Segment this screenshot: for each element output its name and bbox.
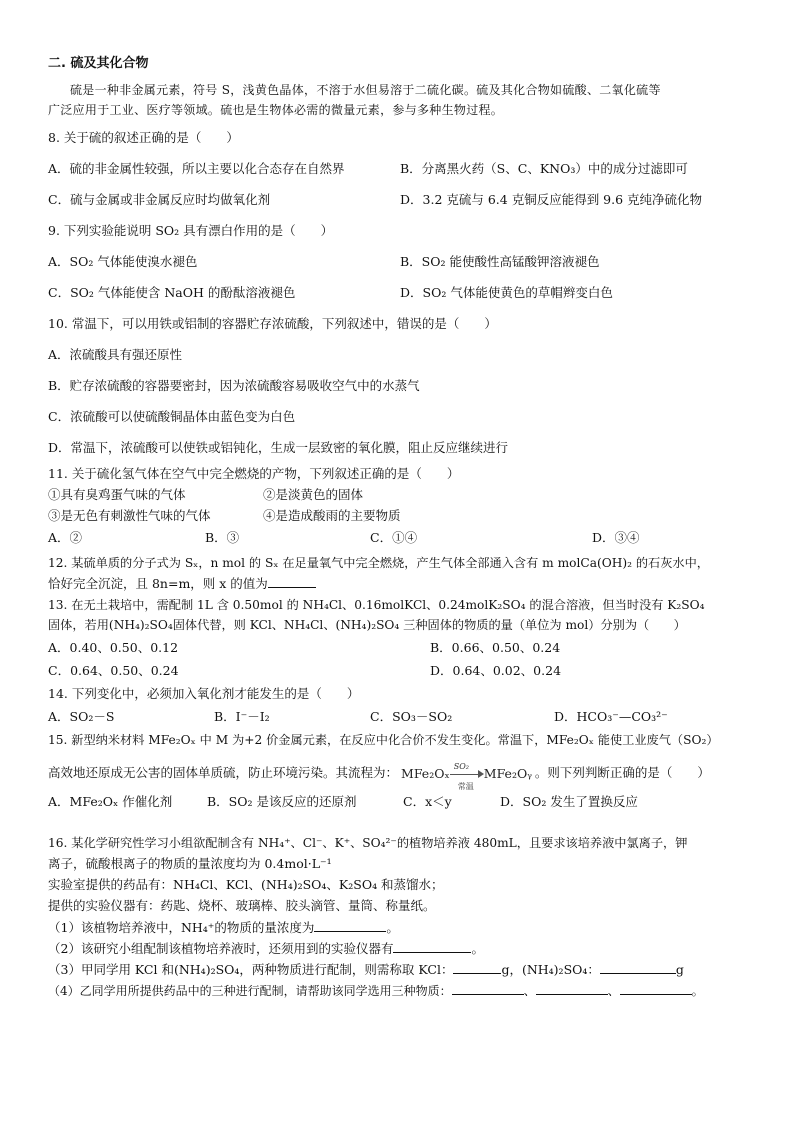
intro-line-2: 广泛应用于工业、医疗等领域。硫也是生物体必需的微量元素，参与多种生物过程。 — [48, 103, 504, 117]
flow-arrow-icon — [450, 762, 484, 791]
q9-option-b: B．SO₂ 能使酸性高锰酸钾溶液褪色 — [400, 254, 600, 269]
q13-option-b: B．0.66、0.50、0.24 — [430, 640, 561, 655]
q9-option-d: D．SO₂ 气体能使黄色的草帽辫变白色 — [400, 285, 613, 300]
q11-statement-3: ③是无色有刺激性气味的气体 — [48, 508, 211, 523]
q15-process-flow — [401, 762, 532, 791]
q16-part-3-text-b: g，(NH₄)₂SO₄： — [501, 962, 600, 977]
q15-option-b: B．SO₂ 是该反应的还原剂 — [207, 794, 357, 809]
q16-part-1 — [48, 919, 399, 936]
q9-option-a: A．SO₂ 气体能使溴水褪色 — [48, 254, 198, 269]
q8-option-b: B．分离黑火药（S、C、KNO₃）中的成分过滤即可 — [400, 161, 688, 176]
q11-option-a: A．② — [48, 530, 83, 545]
q16-part-3 — [48, 961, 684, 978]
q16-part-4-end: 。 — [691, 984, 704, 998]
q16-part-1-blank[interactable] — [314, 919, 386, 932]
q10-option-c: C．浓硫酸可以使硫酸铜晶体由蓝色变为白色 — [48, 409, 296, 424]
q12-line-1: 12. 某硫单质的分子式为 Sₓ，n mol 的 Sₓ 在足量氧气中完全燃烧，产生气体全部通入含有 m molCa(OH)₂ 的石灰水中， — [48, 556, 709, 570]
q13-option-d: D．0.64、0.02、0.24 — [430, 663, 562, 678]
q9-option-c: C．SO₂ 气体能使含 NaOH 的酚酞溶液褪色 — [48, 285, 296, 300]
q16-part-3-text-a: （3）甲同学用 KCl 和(NH₄)₂SO₄，两种物质进行配制，则需称取 KCl： — [48, 962, 454, 977]
q16-part-4-sep-2: 、 — [607, 984, 620, 998]
q10-option-a: A．浓硫酸具有强还原性 — [48, 347, 183, 362]
q8-stem: 8. 关于硫的叙述正确的是（ ） — [48, 130, 239, 145]
q16-line-1: 16. 某化学研究性学习小组欲配制含有 NH₄⁺、Cl⁻、K⁺、SO₄²⁻的植物培养液 480mL，且要求该培养液中氯离子，钾 — [48, 836, 688, 850]
q12-line-2 — [48, 575, 316, 592]
q14-option-c: C．SO₃－SO₂ — [370, 709, 453, 724]
flow-condition-above: SO₂ — [453, 762, 470, 771]
flow-condition-below: 常温 — [457, 782, 474, 791]
q16-part-4-sep-1: 、 — [523, 984, 536, 998]
q16-part-3-text-c: g — [675, 962, 684, 977]
q16-part-3-nh4so4-blank[interactable] — [600, 961, 676, 974]
q16-part-4 — [48, 982, 704, 999]
q16-line-3: 实验室提供的药品有：NH₄Cl、KCl、(NH₄)₂SO₄、K₂SO₄ 和蒸馏水； — [48, 877, 444, 892]
q16-line-4: 提供的实验仪器有：药匙、烧杯、玻璃棒、胶头滴管、量筒、称量纸。 — [48, 898, 436, 913]
q13-line-2: 固体，若用(NH₄)₂SO₄固体代替，则 KCl、NH₄Cl、(NH₄)₂SO₄ 三种固体的物质的量（单位为 mol）分别为（ ） — [48, 618, 686, 632]
q16-part-4-blank-2[interactable] — [536, 982, 608, 995]
q11-option-b: B．③ — [205, 530, 240, 545]
q16-part-2 — [48, 940, 484, 957]
q12-answer-blank[interactable] — [268, 575, 316, 588]
flow-product: MFe₂Oᵧ — [483, 765, 532, 781]
q13-line-1: 13. 在无土栽培中，需配制 1L 含 0.50mol 的 NH₄Cl、0.16molKCl、0.24molK₂SO₄ 的混合溶液，但当时没有 K₂SO₄ — [48, 598, 705, 612]
q11-option-d: D．③④ — [592, 530, 640, 545]
flow-reactant: MFe₂Oₓ — [401, 765, 450, 781]
q16-line-2: 离子，硫酸根离子的物质的量浓度均为 0.4mol·L⁻¹ — [48, 856, 332, 871]
q15-line-2 — [48, 762, 710, 791]
q16-part-1-end: 。 — [386, 920, 399, 935]
q13-option-a: A．0.40、0.50、0.12 — [48, 640, 179, 655]
q8-option-d: D．3.2 克硫与 6.4 克铜反应能得到 9.6 克纯净硫化物 — [400, 192, 703, 207]
q10-option-d: D．常温下，浓硫酸可以使铁或铝钝化，生成一层致密的氧化膜，阻止反应继续进行 — [48, 440, 509, 455]
q15-line-1: 15. 新型纳米材料 MFe₂Oₓ 中 M 为+2 价金属元素，在反应中化合价不发生变化。常温下，MFe₂Oₓ 能使工业废气（SO₂） — [48, 733, 719, 747]
q15-option-c: C．x＜y — [403, 794, 452, 809]
q14-option-d: D．HCO₃⁻—CO₃²⁻ — [554, 709, 668, 724]
q15-line-2-post: 。则下列判断正确的是（ ） — [534, 765, 710, 780]
q12-line-2-text: 恰好完全沉淀，且 8n=m，则 x 的值为 — [48, 576, 268, 591]
q10-stem: 10. 常温下，可以用铁或铝制的容器贮存浓硫酸，下列叙述中，错误的是（ ） — [48, 316, 497, 331]
q11-statement-1: ①具有臭鸡蛋气味的气体 — [48, 487, 186, 502]
q11-stem: 11. 关于硫化氢气体在空气中完全燃烧的产物，下列叙述正确的是（ ） — [48, 466, 460, 481]
q16-part-2-text: （2）该研究小组配制该植物培养液时，还须用到的实验仪器有 — [48, 941, 394, 956]
q15-line-2-pre: 高效地还原成无公害的固体单质硫，防止环境污染。其流程为： — [48, 765, 399, 780]
q16-part-4-blank-3[interactable] — [620, 982, 692, 995]
q13-option-c: C．0.64、0.50、0.24 — [48, 663, 179, 678]
q11-option-c: C．①④ — [370, 530, 418, 545]
q8-option-a: A．硫的非金属性较强，所以主要以化合态存在自然界 — [48, 161, 345, 176]
q14-option-b: B．I⁻－I₂ — [214, 709, 270, 724]
q16-part-2-blank[interactable] — [393, 940, 471, 953]
q14-option-a: A．SO₂－S — [48, 709, 115, 724]
q16-part-2-end: 。 — [471, 941, 484, 956]
q11-statement-2: ②是淡黄色的固体 — [263, 487, 364, 502]
q16-part-4-text: （4）乙同学用所提供药品中的三种进行配制，请帮助该同学选用三种物质： — [48, 984, 452, 998]
q8-option-c: C．硫与金属或非金属反应时均做氧化剂 — [48, 192, 271, 207]
section-title: 二. 硫及其化合物 — [48, 56, 149, 71]
q15-option-d: D．SO₂ 发生了置换反应 — [500, 794, 638, 809]
q11-statement-4: ④是造成酸雨的主要物质 — [263, 508, 401, 523]
q16-part-3-kcl-blank[interactable] — [453, 961, 501, 974]
q16-part-4-blank-1[interactable] — [452, 982, 524, 995]
q9-stem: 9. 下列实验能说明 SO₂ 具有漂白作用的是（ ） — [48, 223, 334, 238]
q10-option-b: B．贮存浓硫酸的容器要密封，因为浓硫酸容易吸收空气中的水蒸气 — [48, 378, 420, 393]
intro-line-1: 硫是一种非金属元素，符号 S，浅黄色晶体，不溶于水但易溶于二硫化碳。硫及其化合物如硫酸、二氧化硫等 — [70, 83, 661, 97]
q16-part-1-text: （1）该植物培养液中，NH₄⁺的物质的量浓度为 — [48, 920, 315, 935]
q14-stem: 14. 下列变化中，必须加入氧化剂才能发生的是（ ） — [48, 686, 360, 701]
q15-option-a: A．MFe₂Oₓ 作催化剂 — [48, 794, 173, 809]
